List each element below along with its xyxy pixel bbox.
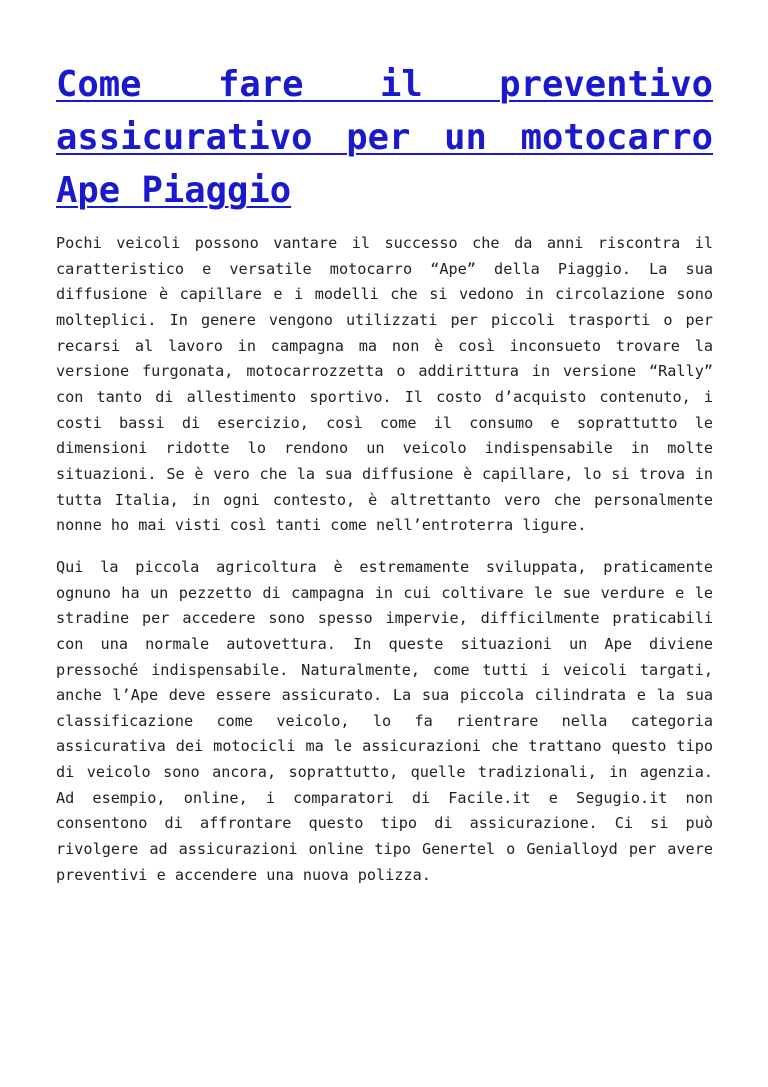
article [56,58,713,904]
article-title [56,58,713,217]
article-paragraph-2: Qui la piccola agricoltura è estremamente sviluppata, praticamente ognuno ha un pezzetto di campagna in cui coltivare le sue verdure e le stradine per accedere sono spesso impervie, difficilmente praticabili con una normale autovettura. In queste situazioni un Ape diviene pressoché indispensabile. Naturalmente, come tutti i veicoli targati, anche l’Ape deve essere assicurato. La sua piccola cilindrata e la sua classificazione come veicolo, lo fa rientrare nella categoria assicurativa dei motocicli ma le assicurazioni che trattano questo tipo di veicolo sono ancora, soprattutto, quelle tradizionali, in agenzia. Ad esempio, online, i comparatori di Facile.it e Segugio.it non consentono di affrontare questo tipo di assicurazione. Ci si può rivolgere ad assicurazioni online tipo Genertel o Genialloyd per avere preventivi e accendere una nuova polizza. [56,557,713,884]
article-paragraph-1: Pochi veicoli possono vantare il successo che da anni riscontra il caratteristico e versatile motocarro “Ape” della Piaggio. La sua diffusione è capillare e i modelli che si vedono in circolazione sono molteplici. In genere vengono utilizzati per piccoli trasporti o per recarsi al lavoro in campagna ma non è così inconsueto trovare la versione furgonata, motocarrozzetta o addirittura in versione “Rally” con tanto di allestimento sportivo. Il costo d’acquisto contenuto, i costi bassi di esercizio, così come il consumo e soprattutto le dimensioni ridotte lo rendono un veicolo indispensabile in molte situazioni. Se è vero che la sua diffusione è capillare, lo si trova in tutta Italia, in ogni contesto, è altrettanto vero che personalmente nonne ho mai visti così tanti come nell’entroterra ligure. [56,234,713,535]
article-title-link[interactable]: Come fare il preventivo assicurativo per un motocarro Ape Piaggio [56,64,713,211]
